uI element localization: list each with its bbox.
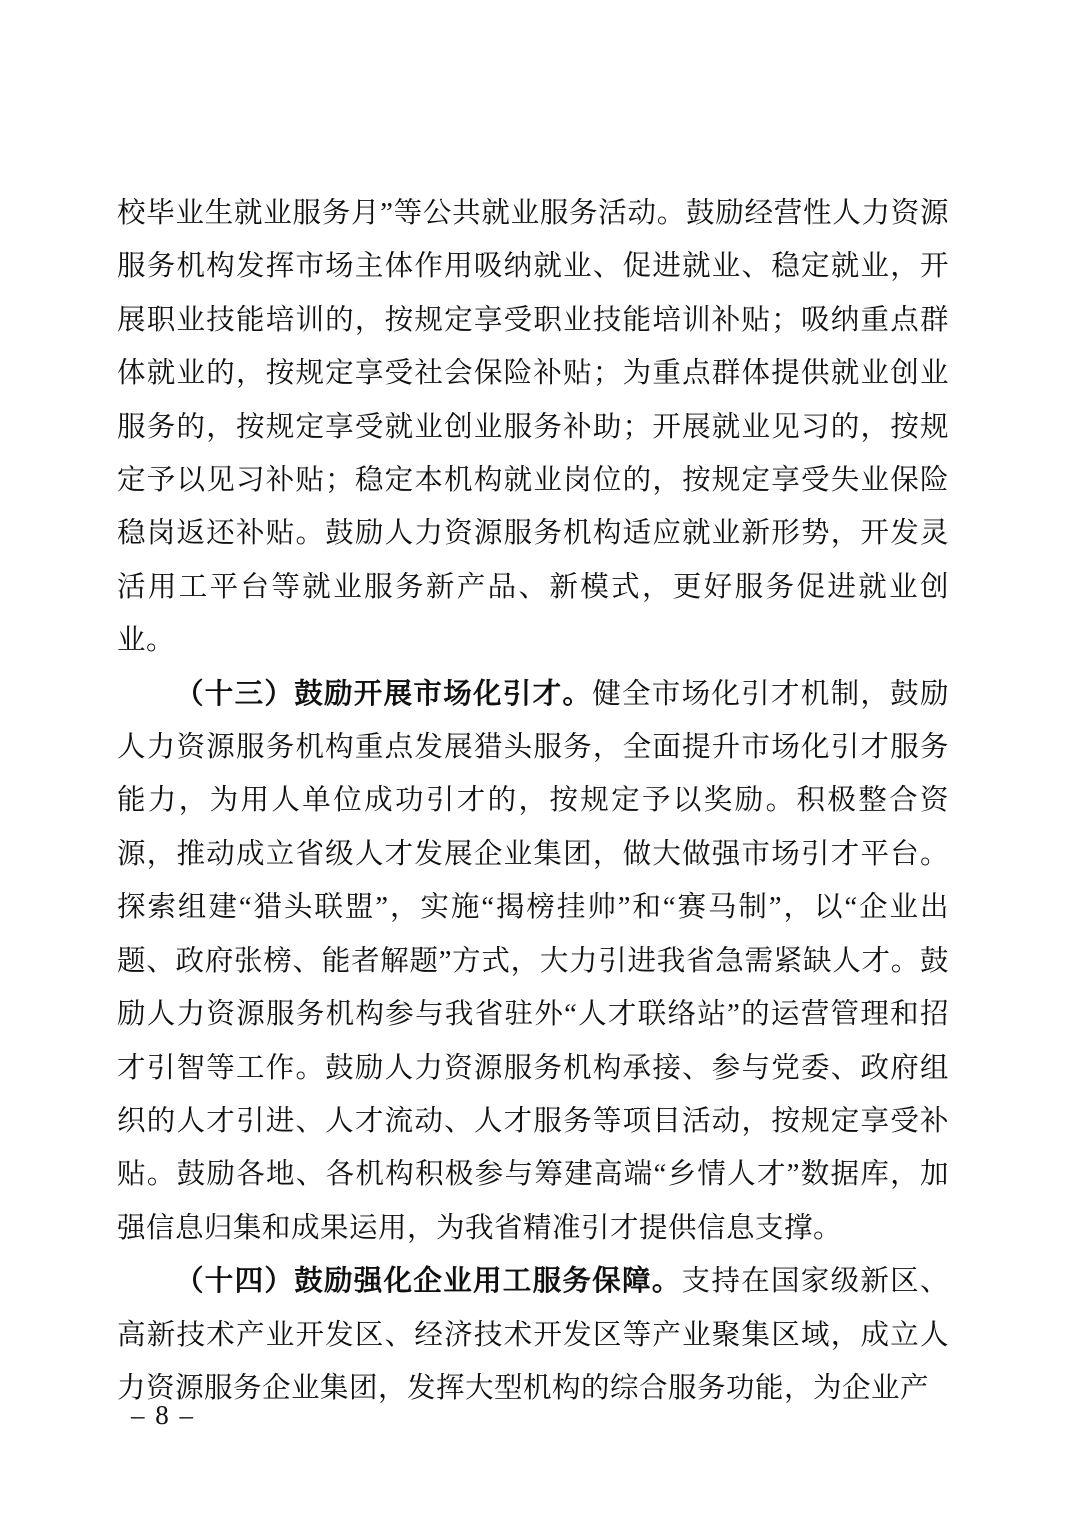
document-body bbox=[117, 187, 949, 1415]
paragraph-1 bbox=[117, 187, 949, 668]
body-text: 支持在国家级新区、高新技术产业开发区、经济技术开发区等产业聚集区域，成立人力资源服务企业集团，发挥大型机构的综合服务功能，为企业产 bbox=[117, 1266, 949, 1404]
paragraph-2 bbox=[117, 668, 949, 1255]
clause-heading: （十四）鼓励强化企业用工服务保障。 bbox=[175, 1266, 682, 1298]
body-text: 校毕业生就业服务月”等公共就业服务活动。鼓励经营性人力资源服务机构发挥市场主体作用吸纳就业、促进就业、稳定就业，开展职业技能培训的，按规定享受职业技能培训补贴；吸纳重点群体就业的，按规定享受社会保险补贴；为重点群体提供就业创业服务的，按规定享受就业创业服务补助；开展就业见习的，按规定予以见习补贴；稳定本机构就业岗位的，按规定享受失业保险稳岗返还补贴。鼓励人力资源服务机构适应就业新形势，开发灵活用工平台等就业服务新产品、新模式，更好服务促进就业创业。 bbox=[117, 198, 949, 657]
paragraph-3 bbox=[117, 1255, 949, 1415]
page-number: – 8 – bbox=[131, 1400, 195, 1430]
body-text: 健全市场化引才机制，鼓励人力资源服务机构重点发展猎头服务，全面提升市场化引才服务能力，为用人单位成功引才的，按规定予以奖励。积极整合资源，推动成立省级人才发展企业集团，做大做强市场引才平台。探索组建“猎头联盟”，实施“揭榜挂帅”和“赛马制”，以“企业出题、政府张榜、能者解题”方式，大力引进我省急需紧缺人才。鼓励人力资源服务机构参与我省驻外“人才联络站”的运营管理和招才引智等工作。鼓励人力资源服务机构承接、参与党委、政府组织的人才引进、人才流动、人才服务等项目活动，按规定享受补贴。鼓励各地、各机构积极参与筹建高端“乡情人才”数据库，加强信息归集和成果运用，为我省精准引才提供信息支撑。 bbox=[117, 678, 949, 1244]
clause-heading: （十三）鼓励开展市场化引才。 bbox=[175, 678, 593, 710]
